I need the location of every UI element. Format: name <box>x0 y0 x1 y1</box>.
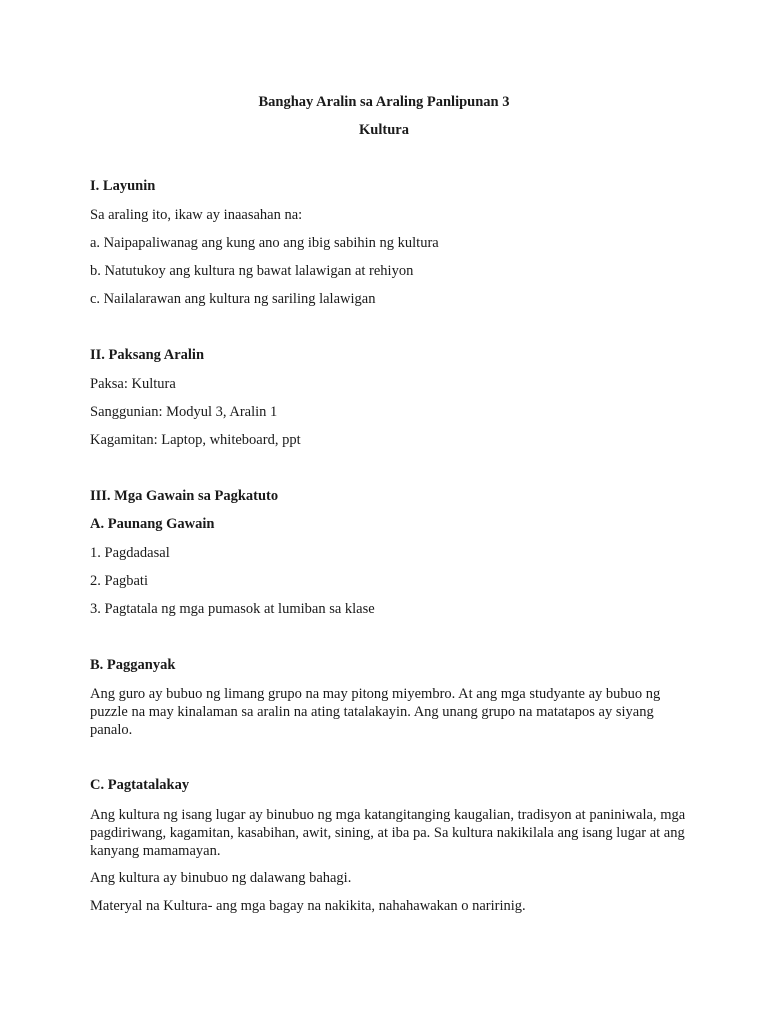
kagamitan-line: Kagamitan: Laptop, whiteboard, ppt <box>90 432 301 448</box>
pagganyak-paragraph: Ang guro ay bubuo ng limang grupo na may pitong miyembro. At ang mga studyante ay bubuo ng puzzle na may kinalaman sa aralin na ating tatalakayin. Ang unang grupo na matatapos ay siyang panalo. <box>90 686 661 738</box>
sanggunian-line: Sanggunian: Modyul 3, Aralin 1 <box>90 404 278 420</box>
subsection-heading-pagtatalakay: C. Pagtatalakay <box>90 777 190 793</box>
pagtatalakay-paragraph: Materyal na Kultura- ang mga bagay na nakikita, nahahawakan o naririnig. <box>90 898 526 914</box>
pagtatalakay-paragraph: Ang kultura ng isang lugar ay binubuo ng mga katangitanging kaugalian, tradisyon at paniniwala, mga pagdiriwang, kagamitan, kasabihan, awit, sining, at iba pa. Sa kultura nakikilala ang isang lugar at ang kanyang mamamayan. <box>90 807 686 859</box>
layunin-item: c. Nailalarawan ang kultura ng sariling lalawigan <box>90 291 376 307</box>
layunin-item: a. Naipapaliwanag ang kung ano ang ibig sabihin ng kultura <box>90 235 439 251</box>
document-title: Banghay Aralin sa Araling Panlipunan 3 <box>258 94 510 110</box>
layunin-item: b. Natutukoy ang kultura ng bawat lalawigan at rehiyon <box>90 263 414 279</box>
section-heading-paksang-aralin: II. Paksang Aralin <box>90 347 205 363</box>
document-subtitle: Kultura <box>359 122 409 138</box>
layunin-intro: Sa araling ito, ikaw ay inaasahan na: <box>90 207 303 223</box>
paksa-line: Paksa: Kultura <box>90 376 176 392</box>
subsection-heading-pagganyak: B. Pagganyak <box>90 657 176 673</box>
pagtatalakay-paragraph: Ang kultura ay binubuo ng dalawang bahagi. <box>90 870 352 886</box>
paunang-gawain-item: 3. Pagtatala ng mga pumasok at lumiban sa klase <box>90 601 375 617</box>
section-heading-layunin: I. Layunin <box>90 178 156 194</box>
paunang-gawain-item: 1. Pagdadasal <box>90 545 170 561</box>
subsection-heading-paunang-gawain: A. Paunang Gawain <box>90 516 215 532</box>
paunang-gawain-item: 2. Pagbati <box>90 573 148 589</box>
section-heading-mga-gawain: III. Mga Gawain sa Pagkatuto <box>90 488 279 504</box>
